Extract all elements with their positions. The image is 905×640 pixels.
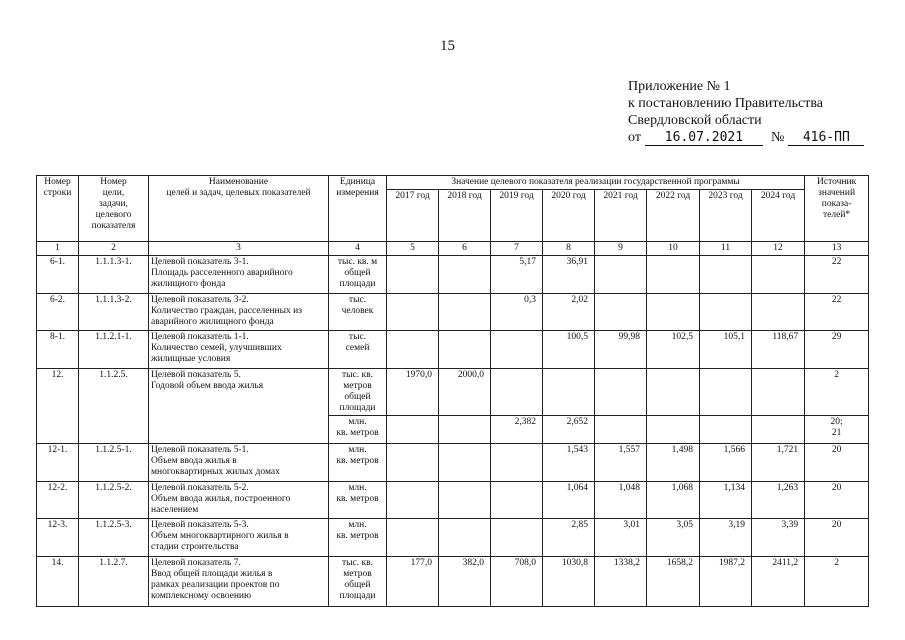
row-number-cell: 12-1. xyxy=(37,444,79,482)
unit-cell: млн. кв. метров xyxy=(329,444,387,482)
goal-code-cell: 1.1.2.5. xyxy=(79,369,149,444)
value-cell: 2000,0 xyxy=(439,369,491,416)
indicator-name-cell: Целевой показатель 5-1. Объем ввода жилья в многоквартирных жилых домах xyxy=(149,444,329,482)
header-value-group: Значение целевого показателя реализации государственной программы xyxy=(387,176,805,190)
resolution-date: 16.07.2021 xyxy=(645,131,763,146)
source-cell: 2 xyxy=(805,557,869,607)
row-number-cell: 6-2. xyxy=(37,294,79,331)
value-cell: 1,263 xyxy=(752,482,805,519)
header-year: 2021 год xyxy=(595,190,647,242)
unit-cell: млн. кв. метров xyxy=(329,482,387,519)
value-cell xyxy=(543,369,595,416)
table-row xyxy=(37,444,869,482)
row-number-cell: 12-3. xyxy=(37,519,79,557)
header-year: 2022 год xyxy=(647,190,700,242)
value-cell xyxy=(439,331,491,369)
goal-code-cell: 1.1.1.3-2. xyxy=(79,294,149,331)
value-cell xyxy=(595,416,647,444)
value-cell: 2,382 xyxy=(491,416,543,444)
value-cell: 1,068 xyxy=(647,482,700,519)
value-cell: 1030,8 xyxy=(543,557,595,607)
value-cell xyxy=(491,331,543,369)
value-cell xyxy=(700,294,752,331)
column-number: 3 xyxy=(149,242,329,256)
goal-code-cell: 1.1.2.5-1. xyxy=(79,444,149,482)
value-cell: 1,721 xyxy=(752,444,805,482)
column-number: 8 xyxy=(543,242,595,256)
header-year: 2020 год xyxy=(543,190,595,242)
unit-cell: тыс. кв. метров общей площади xyxy=(329,557,387,607)
unit-cell: млн. кв. метров xyxy=(329,519,387,557)
appendix-title: Приложение № 1 xyxy=(628,79,731,94)
source-cell: 29 xyxy=(805,331,869,369)
unit-cell: млн. кв. метров xyxy=(329,416,387,444)
indicator-name-cell: Целевой показатель 3-1. Площадь расселенного аварийного жилищного фонда xyxy=(149,256,329,294)
appendix-region: Свердловской области xyxy=(628,113,762,128)
source-cell: 20 xyxy=(805,482,869,519)
table-row xyxy=(37,294,869,331)
value-cell: 1,048 xyxy=(595,482,647,519)
goal-code-cell: 1.1.1.3-1. xyxy=(79,256,149,294)
value-cell xyxy=(439,519,491,557)
row-number-cell: 6-1. xyxy=(37,256,79,294)
row-number-cell: 12. xyxy=(37,369,79,444)
value-cell xyxy=(595,256,647,294)
value-cell: 1658,2 xyxy=(647,557,700,607)
value-cell xyxy=(387,256,439,294)
value-cell xyxy=(700,416,752,444)
table-row xyxy=(37,519,869,557)
value-cell xyxy=(647,256,700,294)
goal-code-cell: 1.1.2.1-1. xyxy=(79,331,149,369)
header-source: Источник значений показа- телей* xyxy=(805,176,869,242)
row-number-cell: 14. xyxy=(37,557,79,607)
indicators-table xyxy=(36,175,869,607)
value-cell xyxy=(439,482,491,519)
value-cell xyxy=(387,482,439,519)
value-cell: 1,134 xyxy=(700,482,752,519)
goal-code-cell: 1.1.2.7. xyxy=(79,557,149,607)
indicator-name-cell: Целевой показатель 7. Ввод общей площади жилья в рамках реализации проектов по комплексному освоению xyxy=(149,557,329,607)
table-row xyxy=(37,369,869,416)
value-cell xyxy=(752,369,805,416)
header-year: 2023 год xyxy=(700,190,752,242)
source-cell: 20; 21 xyxy=(805,416,869,444)
column-number: 10 xyxy=(647,242,700,256)
unit-cell: тыс. человек xyxy=(329,294,387,331)
table-row xyxy=(37,331,869,369)
column-number: 5 xyxy=(387,242,439,256)
source-cell: 2 xyxy=(805,369,869,416)
value-cell xyxy=(491,519,543,557)
indicator-name-cell: Целевой показатель 5. Годовой объем ввода жилья xyxy=(149,369,329,444)
value-cell xyxy=(647,369,700,416)
column-number-row xyxy=(37,242,869,256)
table-body xyxy=(37,256,869,607)
column-number: 4 xyxy=(329,242,387,256)
source-cell: 20 xyxy=(805,519,869,557)
value-cell: 36,91 xyxy=(543,256,595,294)
value-cell: 2,85 xyxy=(543,519,595,557)
value-cell xyxy=(595,369,647,416)
indicator-name-cell: Целевой показатель 1-1. Количество семей, улучшивших жилищные условия xyxy=(149,331,329,369)
value-cell xyxy=(752,416,805,444)
value-cell xyxy=(491,444,543,482)
value-cell xyxy=(700,256,752,294)
value-cell xyxy=(387,444,439,482)
column-number: 9 xyxy=(595,242,647,256)
source-cell: 20 xyxy=(805,444,869,482)
value-cell: 177,0 xyxy=(387,557,439,607)
value-cell: 105,1 xyxy=(700,331,752,369)
value-cell xyxy=(647,294,700,331)
value-cell: 382,0 xyxy=(439,557,491,607)
table-row xyxy=(37,256,869,294)
value-cell: 3,39 xyxy=(752,519,805,557)
value-cell: 1987,2 xyxy=(700,557,752,607)
value-cell xyxy=(439,294,491,331)
value-cell xyxy=(439,256,491,294)
from-label: от xyxy=(628,130,641,145)
value-cell: 3,01 xyxy=(595,519,647,557)
header-row-number: Номер строки xyxy=(37,176,79,242)
value-cell xyxy=(647,416,700,444)
header-year: 2017 год xyxy=(387,190,439,242)
unit-cell: тыс. кв. м общей площади xyxy=(329,256,387,294)
table-row xyxy=(37,557,869,607)
unit-cell: тыс. семей xyxy=(329,331,387,369)
value-cell xyxy=(387,294,439,331)
appendix-resolution: к постановлению Правительства xyxy=(628,96,824,111)
value-cell: 3,05 xyxy=(647,519,700,557)
column-number: 1 xyxy=(37,242,79,256)
unit-cell: тыс. кв. метров общей площади xyxy=(329,369,387,416)
column-number: 11 xyxy=(700,242,752,256)
value-cell xyxy=(439,444,491,482)
page-number: 15 xyxy=(440,38,455,54)
column-number: 2 xyxy=(79,242,149,256)
value-cell: 100,5 xyxy=(543,331,595,369)
value-cell: 1338,2 xyxy=(595,557,647,607)
value-cell xyxy=(752,256,805,294)
appendix-block xyxy=(628,78,864,146)
number-label: № xyxy=(770,130,785,145)
value-cell: 3,19 xyxy=(700,519,752,557)
value-cell xyxy=(595,294,647,331)
value-cell: 99,98 xyxy=(595,331,647,369)
column-number: 12 xyxy=(752,242,805,256)
header-goal-number: Номер цели, задачи, целевого показателя xyxy=(79,176,149,242)
indicator-name-cell: Целевой показатель 3-2. Количество граждан, расселенных из аварийного жилищного фонда xyxy=(149,294,329,331)
source-cell: 22 xyxy=(805,256,869,294)
value-cell: 118,67 xyxy=(752,331,805,369)
value-cell xyxy=(700,369,752,416)
value-cell xyxy=(387,331,439,369)
value-cell xyxy=(752,294,805,331)
value-cell: 2,652 xyxy=(543,416,595,444)
row-number-cell: 12-2. xyxy=(37,482,79,519)
value-cell: 102,5 xyxy=(647,331,700,369)
value-cell: 1970,0 xyxy=(387,369,439,416)
table-row xyxy=(37,482,869,519)
header-year: 2018 год xyxy=(439,190,491,242)
value-cell: 708,0 xyxy=(491,557,543,607)
header-year: 2019 год xyxy=(491,190,543,242)
value-cell xyxy=(439,416,491,444)
resolution-number: 416-ПП xyxy=(788,131,864,146)
value-cell xyxy=(387,519,439,557)
value-cell: 2,02 xyxy=(543,294,595,331)
appendix-date-line xyxy=(628,129,864,146)
value-cell: 2411,2 xyxy=(752,557,805,607)
value-cell: 1,543 xyxy=(543,444,595,482)
indicator-name-cell: Целевой показатель 5-3. Объем многоквартирного жилья в стадии строительства xyxy=(149,519,329,557)
column-number: 6 xyxy=(439,242,491,256)
value-cell: 1,566 xyxy=(700,444,752,482)
row-number-cell: 8-1. xyxy=(37,331,79,369)
header-row-1 xyxy=(37,176,869,190)
column-number: 7 xyxy=(491,242,543,256)
header-unit: Единица измерения xyxy=(329,176,387,242)
value-cell xyxy=(491,482,543,519)
value-cell xyxy=(387,416,439,444)
value-cell xyxy=(491,369,543,416)
value-cell: 0,3 xyxy=(491,294,543,331)
source-cell: 22 xyxy=(805,294,869,331)
value-cell: 1,557 xyxy=(595,444,647,482)
header-year: 2024 год xyxy=(752,190,805,242)
indicator-name-cell: Целевой показатель 5-2. Объем ввода жилья, построенного населением xyxy=(149,482,329,519)
column-number: 13 xyxy=(805,242,869,256)
header-name: Наименование целей и задач, целевых показателей xyxy=(149,176,329,242)
value-cell: 5,17 xyxy=(491,256,543,294)
value-cell: 1,498 xyxy=(647,444,700,482)
goal-code-cell: 1.1.2.5-3. xyxy=(79,519,149,557)
value-cell: 1,064 xyxy=(543,482,595,519)
goal-code-cell: 1.1.2.5-2. xyxy=(79,482,149,519)
